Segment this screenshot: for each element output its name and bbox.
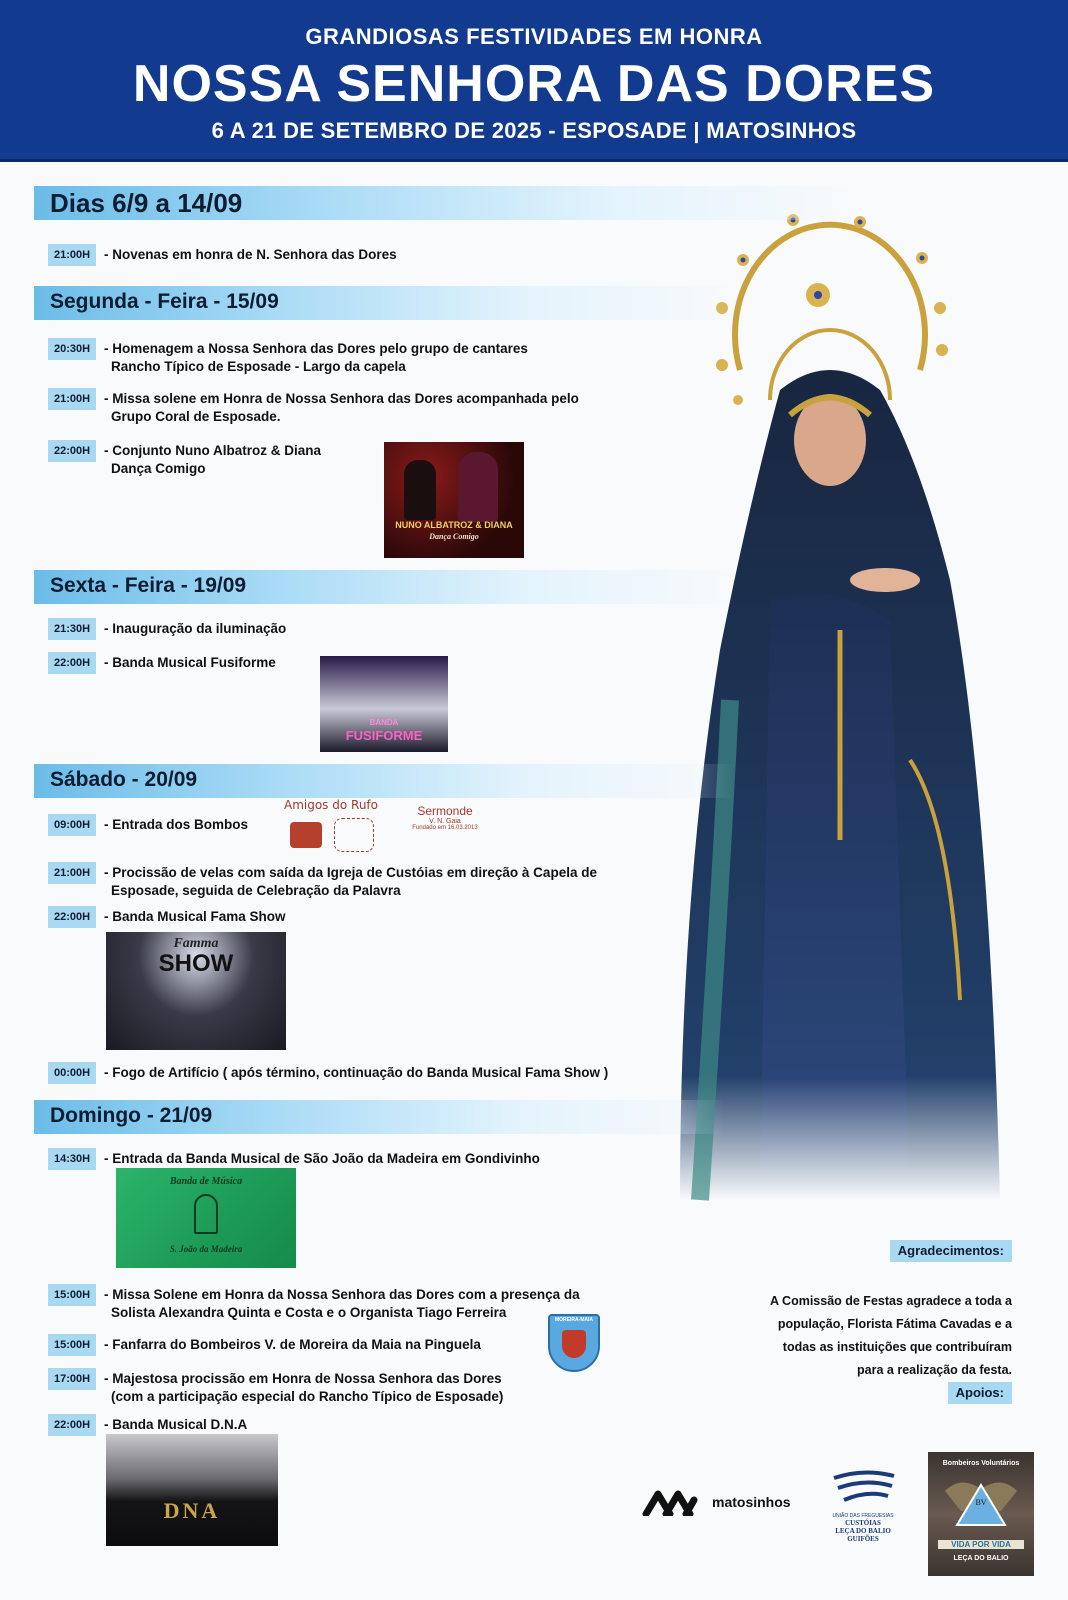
day-header-15-sep bbox=[34, 286, 734, 320]
dancers-icon bbox=[334, 818, 374, 852]
uniao-line: UNIÃO DAS FREGUESIAS bbox=[832, 1513, 894, 1519]
image-caption-top: Banda de Música bbox=[169, 1176, 243, 1187]
day-label: Sexta - Feira - 19/09 bbox=[50, 574, 247, 597]
event-text-line1: - Conjunto Nuno Albatroz & Diana bbox=[104, 443, 321, 458]
bombeiros-top-text: Bombeiros Voluntários bbox=[942, 1460, 1020, 1467]
header-title: NOSSA SENHORA DAS DORES bbox=[132, 55, 936, 113]
event-text-line2: Grupo Coral de Esposade. bbox=[111, 409, 281, 424]
image-caption-script: Famma bbox=[173, 936, 219, 951]
amigos-do-rufo-logo bbox=[276, 798, 386, 856]
acknowledgements-label: Agradecimentos: bbox=[890, 1240, 1012, 1262]
event-text-line1: - Missa Solene em Honra da Nossa Senhora das Dores com a presença da bbox=[104, 1287, 580, 1302]
event-time: 14:30H bbox=[48, 1148, 96, 1170]
uniao-line: GUIFÕES bbox=[847, 1535, 879, 1543]
event-time: 21:00H bbox=[48, 862, 96, 884]
poster-header bbox=[0, 0, 1068, 162]
header-subtitle: 6 A 21 DE SETEMBRO DE 2025 - ESPOSADE | MATOSINHOS bbox=[211, 118, 857, 143]
day-label: Segunda - Feira - 15/09 bbox=[50, 290, 279, 313]
day-label: Domingo - 21/09 bbox=[50, 1104, 213, 1127]
event-text: - Banda Musical Fusiforme bbox=[104, 655, 276, 670]
image-subcaption: Dança Comigo bbox=[429, 532, 479, 541]
event-text-line1: - Majestosa procissão em Honra de Nossa Senhora das Dores bbox=[104, 1371, 502, 1386]
event-text: - Banda Musical Fama Show bbox=[104, 909, 286, 924]
matosinhos-logo bbox=[642, 1490, 802, 1520]
image-caption-top: BANDA bbox=[369, 718, 399, 727]
header-supertitle: GRANDIOSAS FESTIVIDADES EM HONRA bbox=[305, 24, 763, 49]
image-caption: S. João da Madeira bbox=[169, 1244, 243, 1254]
event-time: 20:30H bbox=[48, 338, 96, 360]
event-text: - Inauguração da iluminação bbox=[104, 621, 287, 636]
uniao-line: CUSTÓIAS bbox=[845, 1519, 881, 1527]
ack-line: população, Florista Fátima Cavadas e a bbox=[777, 1317, 1012, 1331]
event-time: 22:00H bbox=[48, 440, 96, 462]
waves-icon bbox=[828, 1468, 898, 1508]
logo-title: Sermonde bbox=[417, 804, 473, 818]
event-time: 21:00H bbox=[48, 244, 96, 266]
event-text-line1: - Homenagem a Nossa Senhora das Dores pelo grupo de cantares bbox=[104, 341, 528, 356]
day-header-21-sep bbox=[34, 1100, 724, 1134]
banda-sao-joao-madeira-flag bbox=[116, 1168, 296, 1268]
ack-line: A Comissão de Festas agradece a toda a bbox=[770, 1294, 1012, 1308]
event-text-line2: Esposade, seguida de Celebração da Palavra bbox=[111, 883, 401, 898]
fama-show-image bbox=[106, 932, 286, 1050]
statue-image bbox=[660, 200, 1030, 1230]
drum-icon bbox=[290, 822, 322, 848]
sermonde-logo bbox=[400, 804, 490, 844]
fusiforme-image bbox=[320, 656, 448, 752]
event-text-line1: - Procissão de velas com saída da Igreja de Custóias em direção à Capela de bbox=[104, 865, 597, 880]
event-text-line1: - Missa solene em Honra de Nossa Senhora das Dores acompanhada pelo bbox=[104, 391, 579, 406]
event-time: 00:00H bbox=[48, 1062, 96, 1084]
event-text-line2: Rancho Típico de Esposade - Largo da capela bbox=[111, 359, 406, 374]
day-header-20-sep bbox=[34, 764, 734, 798]
lyre-icon bbox=[194, 1194, 218, 1234]
event-time: 15:00H bbox=[48, 1334, 96, 1356]
ack-line: para a realização da festa. bbox=[857, 1363, 1012, 1377]
svg-text:BV: BV bbox=[975, 1498, 987, 1507]
image-caption: DNA bbox=[163, 1498, 221, 1523]
day-header-19-sep bbox=[34, 570, 734, 604]
bombeiros-motto: VIDA POR VIDA bbox=[938, 1540, 1024, 1549]
logo-sub: V. N. Gaia bbox=[429, 818, 461, 825]
acknowledgements-text bbox=[712, 1290, 1012, 1382]
eagle-triangle-icon bbox=[941, 1471, 1021, 1535]
event-text: - Banda Musical D.N.A bbox=[104, 1417, 248, 1432]
event-time: 22:00H bbox=[48, 906, 96, 928]
day-label: Sábado - 20/09 bbox=[50, 768, 198, 791]
event-time: 15:00H bbox=[48, 1284, 96, 1306]
logo-text: Amigos do Rufo bbox=[283, 798, 378, 812]
uniao-line: LEÇA DO BALIO bbox=[835, 1527, 891, 1535]
performer-figure bbox=[458, 452, 498, 522]
event-text-line2: (com a participação especial do Rancho Típico de Esposade) bbox=[111, 1389, 504, 1404]
event-time: 22:00H bbox=[48, 1414, 96, 1436]
event-time: 09:00H bbox=[48, 814, 96, 836]
event-time: 17:00H bbox=[48, 1368, 96, 1390]
event-text-line2: Solista Alexandra Quinta e Costa e o Organista Tiago Ferreira bbox=[111, 1305, 507, 1320]
bombeiros-bottom-text: LEÇA DO BALIO bbox=[953, 1555, 1009, 1562]
supports-label: Apoios: bbox=[948, 1382, 1012, 1404]
dna-band-image bbox=[106, 1434, 278, 1546]
day-label: Dias 6/9 a 14/09 bbox=[50, 188, 243, 218]
event-text: - Novenas em honra de N. Senhora das Dores bbox=[104, 247, 397, 262]
logo-note: Fundado em 16.03.2013 bbox=[412, 825, 478, 831]
event-text: - Fogo de Artifício ( após término, continuação do Banda Musical Fama Show ) bbox=[104, 1065, 609, 1080]
image-caption: NUNO ALBATROZ & DIANA bbox=[395, 520, 513, 530]
event-text-line2: Dança Comigo bbox=[111, 461, 206, 476]
event-time: 21:00H bbox=[48, 388, 96, 410]
event-time: 21:30H bbox=[48, 618, 96, 640]
crest-icon bbox=[562, 1330, 586, 1358]
badge-text: MOREIRA-MAIA bbox=[554, 1317, 594, 1323]
image-caption: SHOW bbox=[158, 950, 234, 977]
bombeiros-moreira-maia-badge bbox=[548, 1314, 600, 1372]
event-text: - Entrada da Banda Musical de São João da Madeira em Gondivinho bbox=[104, 1151, 540, 1166]
event-time: 22:00H bbox=[48, 652, 96, 674]
event-text: - Entrada dos Bombos bbox=[104, 817, 249, 832]
nuno-albatroz-diana-image bbox=[384, 442, 524, 558]
event-text: - Fanfarra do Bombeiros V. de Moreira da Maia na Pinguela bbox=[104, 1337, 481, 1352]
matosinhos-mark-icon bbox=[642, 1490, 702, 1516]
image-caption: FUSIFORME bbox=[345, 728, 423, 743]
day-header-6-14-sep bbox=[34, 186, 854, 220]
uniao-freguesias-logo bbox=[826, 1468, 900, 1550]
ack-line: todas as instituições que contribuíram bbox=[782, 1340, 1012, 1354]
bombeiros-leca-balio-logo bbox=[928, 1452, 1034, 1576]
matosinhos-text: matosinhos bbox=[712, 1494, 791, 1510]
performer-figure bbox=[404, 460, 436, 520]
